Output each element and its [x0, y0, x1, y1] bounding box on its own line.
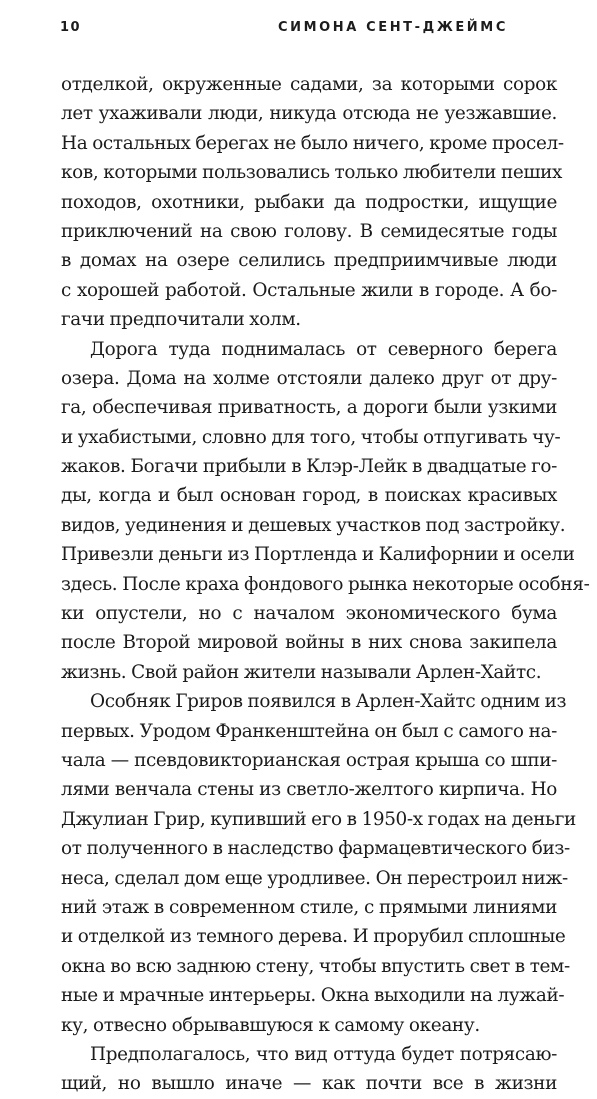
text-line: Привезли деньги из Портленда и Калифорнии и осели: [61, 544, 575, 566]
text-line: ды, когда и был основан город, в поисках красивых: [61, 485, 557, 507]
paragraph: [61, 687, 576, 1040]
text-line: жизнь. Свой район жители называли Арлен-Хайтс.: [61, 661, 542, 683]
text-line: Дорога туда поднималась от северного берега: [90, 338, 557, 360]
text-line: окна во всю заднюю стену, чтобы впустить свет в тем-: [61, 955, 570, 977]
text-line: в домах на озере селились предприимчивые люди: [61, 250, 557, 272]
text-line: приключений на свою голову. В семидесятые годы: [61, 220, 557, 242]
text-line: и ухабистыми, словно для того, чтобы отпугивать чу-: [61, 426, 561, 448]
text-line: с хорошей работой. Остальные жили в городе. А бо-: [61, 279, 557, 301]
text-line: жаков. Богачи прибыли в Клэр-Лейк в двадцатые го-: [61, 456, 558, 478]
text-line: ку, отвесно обрывавшуюся к самому океану.: [61, 1014, 480, 1036]
text-line: отделкой, окруженные садами, за которыми сорок: [61, 74, 557, 95]
body-text: [61, 70, 590, 1099]
text-line: походов, охотники, рыбаки да подростки, ищущие: [61, 191, 557, 213]
text-line: чала — псевдовикторианская острая крыша со шпи-: [61, 749, 557, 771]
text-line: неса, сделал дом еще уродливее. Он перестроил ниж-: [61, 867, 568, 889]
text-line: видов, уединения и дешевых участков под застройку.: [61, 514, 566, 536]
text-line: от полученного в наследство фармацевтического биз-: [61, 838, 570, 860]
text-line: лями венчала стены из светло-желтого кирпича. Но: [61, 779, 557, 801]
text-line: первых. Уродом Франкенштейна он был с самого на-: [61, 720, 557, 742]
text-line: ний этаж в современном стиле, с прямыми линиями: [61, 896, 557, 918]
running-head-author: СИМОНА СЕНТ-ДЖЕЙМС: [278, 20, 508, 35]
text-line: после Второй мировой войны в них снова закипела: [61, 632, 557, 654]
paragraph: [61, 1040, 557, 1099]
text-line: ков, которыми пользовались только любители пеших: [61, 162, 563, 184]
paragraph: [61, 70, 564, 335]
text-line: га, обеспечивая приватность, а дороги были узкими: [61, 397, 557, 419]
text-line: щий, но вышло иначе — как почти все в жизни: [61, 1073, 557, 1095]
text-line: и отделкой из темного дерева. И прорубил сплошные: [61, 926, 566, 948]
text-line: Предполагалось, что вид оттуда будет потрясаю-: [90, 1043, 557, 1065]
text-line: ки опустели, но с началом экономического бума: [61, 603, 557, 625]
text-line: лет ухаживали люди, никуда отсюда не уезжавшие.: [61, 103, 557, 125]
text-line: здесь. После краха фондового рынка некоторые особня-: [61, 573, 590, 595]
text-line: Джулиан Грир, купивший его в 1950-х годах на деньги: [61, 808, 576, 830]
text-line: гачи предпочитали холм.: [61, 309, 301, 331]
text-line: ные и мрачные интерьеры. Окна выходили на лужай-: [61, 985, 565, 1007]
running-head: [60, 20, 553, 42]
text-line: На остальных берегах не было ничего, кроме просел-: [61, 132, 564, 154]
text-line: Особняк Гриров появился в Арлен-Хайтс одним из: [90, 691, 567, 713]
paragraph: [61, 335, 590, 688]
text-line: озера. Дома на холме отстояли далеко друг от дру-: [61, 367, 557, 389]
page-number: 10: [60, 20, 82, 35]
